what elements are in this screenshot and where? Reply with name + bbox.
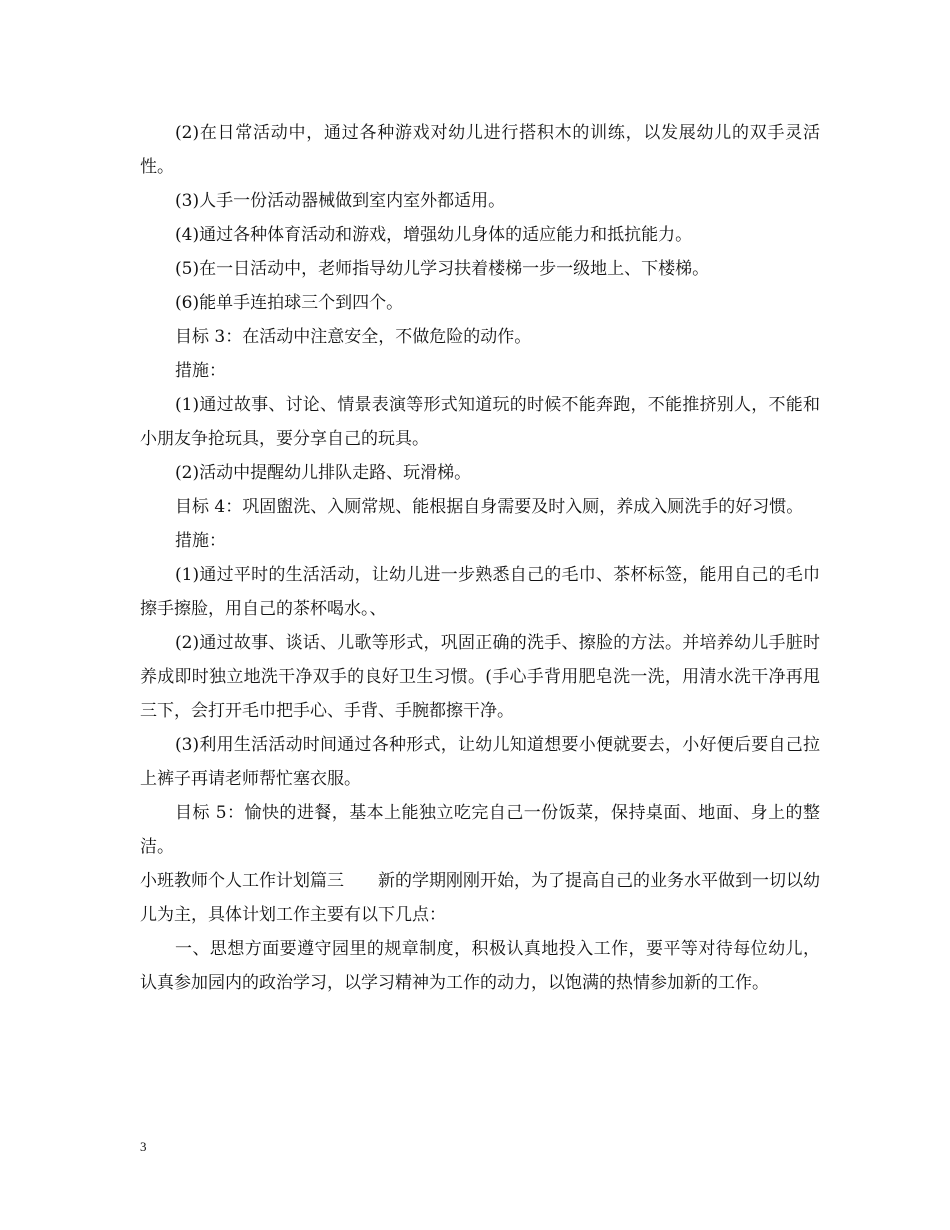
paragraph: (3)利用生活活动时间通过各种形式，让幼儿知道想要小便就要去，小好便后要自己拉上裤子再请老师帮忙塞衣服。 bbox=[140, 735, 820, 789]
section-title-paragraph: 小班教师个人工作计划篇三 新的学期刚刚开始，为了提高自己的业务水平做到一切以幼儿为主，具体计划工作主要有以下几点： bbox=[140, 871, 820, 925]
paragraph: (2)通过故事、谈话、儿歌等形式，巩固正确的洗手、擦脸的方法。并培养幼儿手脏时养成即时独立地洗干净双手的良好卫生习惯。(手心手背用肥皂洗一洗，用清水洗干净再甩三下，会打开毛巾把手心、手背、手腕都擦干净。 bbox=[140, 633, 820, 721]
document-body bbox=[140, 116, 820, 1000]
paragraph: (2)活动中提醒幼儿排队走路、玩滑梯。 bbox=[175, 463, 472, 483]
paragraph: (4)通过各种体育活动和游戏，增强幼儿身体的适应能力和抵抗能力。 bbox=[175, 225, 693, 245]
goal-heading: 目标 5：愉快的进餐，基本上能独立吃完自己一份饭菜，保持桌面、地面、身上的整洁。 bbox=[140, 803, 820, 857]
paragraph: (2)在日常活动中，通过各种游戏对幼儿进行搭积木的训练，以发展幼儿的双手灵活性。 bbox=[140, 123, 820, 177]
page-number: 3 bbox=[140, 1139, 147, 1154]
paragraph: (1)通过故事、讨论、情景表演等形式知道玩的时候不能奔跑，不能推挤别人，不能和小朋友争抢玩具，要分享自己的玩具。 bbox=[140, 395, 820, 449]
paragraph: 一、思想方面要遵守园里的规章制度，积极认真地投入工作，要平等对待每位幼儿，认真参加园内的政治学习，以学习精神为工作的动力，以饱满的热情参加新的工作。 bbox=[140, 939, 820, 993]
paragraph: (5)在一日活动中，老师指导幼儿学习扶着楼梯一步一级地上、下楼梯。 bbox=[175, 259, 710, 279]
measures-label: 措施： bbox=[175, 531, 226, 551]
paragraph: (6)能单手连拍球三个到四个。 bbox=[175, 293, 404, 313]
paragraph: (1)通过平时的生活活动，让幼儿进一步熟悉自己的毛巾、茶杯标签，能用自己的毛巾擦手擦脸，用自己的茶杯喝水。、 bbox=[140, 565, 820, 619]
paragraph: (3)人手一份活动器械做到室内室外都适用。 bbox=[175, 191, 506, 211]
measures-label: 措施： bbox=[175, 361, 226, 381]
goal-heading: 目标 3：在活动中注意安全，不做危险的动作。 bbox=[175, 327, 532, 347]
goal-heading: 目标 4：巩固盥洗、入厕常规、能根据自身需要及时入厕，养成入厕洗手的好习惯。 bbox=[175, 497, 804, 517]
